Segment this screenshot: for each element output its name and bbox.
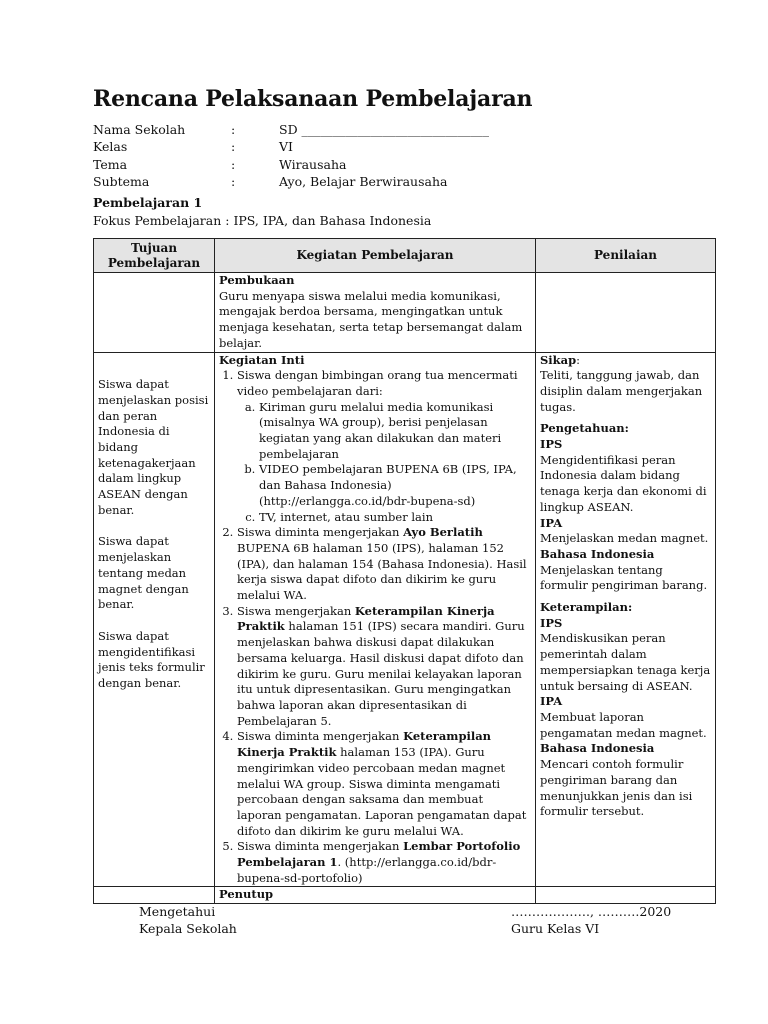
identity-row-school <box>93 121 489 138</box>
assessment-text: Mengidentifikasi peran Indonesia dalam bidang tenaga kerja dan ekonomi di lingkup ASEAN. <box>540 452 707 514</box>
cell-tujuan <box>94 352 215 887</box>
assessment-text: Mendiskusikan peran pemerintah dalam mempersiapkan tenaga kerja untuk bersaing di ASEAN. <box>540 631 711 693</box>
step-text: halaman 153 (IPA). Guru mengirimkan video percobaan medan magnet melalui WA group. Siswa diminta mengamati percobaan dengan saksama dan membuat laporan pengamatan. Laporan pengamatan dapat difoto dan dikirim ke guru melalui WA. <box>237 745 527 838</box>
pembukaan-heading: Pembukaan <box>219 273 295 287</box>
lesson-heading: Pembelajaran 1 <box>93 195 203 210</box>
step-text: Siswa diminta mengerjakan <box>237 525 404 540</box>
signature-right <box>511 903 671 937</box>
step-text: Siswa diminta mengerjakan <box>237 729 404 744</box>
list-item <box>237 604 531 730</box>
list-item <box>237 525 531 604</box>
step-emphasis: Keterampilan Kinerja Praktik <box>237 603 495 634</box>
step-emphasis: Ayo Berlatih <box>403 525 483 540</box>
list-item <box>237 839 531 886</box>
cell-pembukaan <box>215 273 536 353</box>
assessment-text: Membuat laporan pengamatan medan magnet. <box>540 709 707 740</box>
header-kegiatan: Kegiatan Pembelajaran <box>215 239 536 273</box>
subject-label: Bahasa Indonesia <box>540 741 655 756</box>
identity-label: Subtema <box>93 174 150 189</box>
step-text: Siswa diminta mengerjakan <box>237 839 404 854</box>
assessment-text: Mencari contoh formulir pengiriman barang dan menunjukkan jenis dan isi formulir tersebut. <box>540 757 693 819</box>
document-title: Rencana Pelaksanaan Pembelajaran <box>93 86 533 112</box>
lesson-focus: Fokus Pembelajaran : IPS, IPA, dan Bahasa Indonesia <box>93 213 432 228</box>
sikap-text: Teliti, tanggung jawab, dan disiplin dalam mengerjakan tugas. <box>540 368 703 414</box>
lesson-plan-table <box>93 238 716 904</box>
subject-label: IPS <box>540 615 563 630</box>
sub-list <box>237 400 531 526</box>
subject-label: Bahasa Indonesia <box>540 546 655 561</box>
sikap-block: Sikap: <box>540 352 581 367</box>
tujuan-item: Siswa dapat menjelaskan tentang medan magnet dengan benar. <box>98 534 189 612</box>
header-tujuan: Tujuan Pembelajaran <box>94 239 215 273</box>
subject-label: IPA <box>540 694 563 709</box>
step-text: . (http://erlangga.co.id/bdr-bupena-sd-portofolio) <box>237 855 497 885</box>
step-emphasis: Lembar Portofolio Pembelajaran 1 <box>237 839 521 870</box>
step-text: halaman 151 (IPS) secara mandiri. Guru menjelaskan bahwa diskusi dapat dilakukan bersama keluarga. Hasil diskusi dapat difoto dan dikirim ke guru. Guru menilai kelayakan laporan itu untuk dipresentasikan. Guru mengingatkan bahwa laporan akan dipresentasikan di Pembelajaran 5. <box>237 619 525 728</box>
signature-left <box>139 903 237 937</box>
signature-right-line2: Guru Kelas VI <box>511 921 600 936</box>
assessment-text: Menjelaskan tentang formulir pengiriman barang. <box>540 562 708 593</box>
table-row-inti <box>94 352 716 887</box>
step-text: BUPENA 6B halaman 150 (IPS), halaman 152 (IPA), dan halaman 154 (Bahasa Indonesia). Hasil kerja siswa dapat difoto dan dikirim ke guru melalui WA. <box>237 540 527 603</box>
table-header-row <box>94 239 716 273</box>
identity-value: VI <box>279 139 293 154</box>
list-item <box>237 729 531 839</box>
step-text: Siswa dengan bimbingan orang tua mencermati video pembelajaran dari: <box>237 368 518 398</box>
table-row-penutup <box>94 887 716 904</box>
sikap-label: Sikap <box>540 352 577 367</box>
identity-label: Kelas <box>93 139 128 154</box>
tujuan-item: Siswa dapat mengidentifikasi jenis teks formulir dengan benar. <box>98 628 205 691</box>
identity-label: Nama Sekolah <box>93 122 186 137</box>
signature-left-line1: Mengetahui <box>139 904 216 919</box>
identity-row-class <box>93 138 293 155</box>
identity-separator: : <box>231 157 236 172</box>
identity-row-subtheme <box>93 173 447 190</box>
inti-steps <box>219 368 531 886</box>
assessment-text: Menjelaskan medan magnet. <box>540 531 709 546</box>
cell-kegiatan-inti <box>215 352 536 887</box>
cell-empty <box>94 273 215 353</box>
pembukaan-text: Guru menyapa siswa melalui media komunikasi, mengajak berdoa bersama, mengingatkan untuk menjaga kesehatan, serta tetap bersemangat dalam belajar. <box>219 288 523 350</box>
table-row-pembukaan <box>94 273 716 353</box>
cell-empty <box>94 887 215 904</box>
identity-separator: : <box>231 122 236 137</box>
identity-value: Ayo, Belajar Berwirausaha <box>279 174 448 189</box>
cell-empty <box>536 887 716 904</box>
subject-label: IPA <box>540 515 563 530</box>
subject-label: IPS <box>540 437 563 452</box>
inti-heading: Kegiatan Inti <box>219 352 305 367</box>
list-item: a. Kiriman guru melalui media komunikasi (misalnya WA group), berisi penjelasan kegiatan yang akan dilakukan dan materi pembelajaran <box>259 400 531 463</box>
header-penilaian: Penilaian <box>536 239 716 273</box>
signature-date: ………………., ……….2020 <box>511 904 672 919</box>
list-item: c. TV, internet, atau sumber lain <box>259 510 531 526</box>
identity-value: SD ______________________________ <box>279 122 490 137</box>
step-emphasis: Keterampilan Kinerja Praktik <box>237 729 492 760</box>
identity-separator: : <box>231 174 236 189</box>
pengetahuan-label: Pengetahuan: <box>540 421 629 436</box>
penutup-heading: Penutup <box>215 887 536 904</box>
signature-left-line2: Kepala Sekolah <box>139 921 237 936</box>
identity-value: Wirausaha <box>279 157 347 172</box>
step-text: Siswa mengerjakan <box>237 603 355 618</box>
identity-separator: : <box>231 139 236 154</box>
keterampilan-label: Keterampilan: <box>540 600 633 615</box>
list-item: b. VIDEO pembelajaran BUPENA 6B (IPS, IPA, dan Bahasa Indonesia) (http://erlangga.co.id/bdr-bupena-sd) <box>259 462 531 509</box>
identity-row-theme <box>93 156 346 173</box>
cell-empty <box>536 273 716 353</box>
tujuan-item: Siswa dapat menjelaskan posisi dan peran Indonesia di bidang ketenagakerjaan dalam lingkup ASEAN dengan benar. <box>98 377 209 517</box>
identity-label: Tema <box>93 157 128 172</box>
list-item <box>237 368 531 525</box>
cell-penilaian <box>536 352 716 887</box>
